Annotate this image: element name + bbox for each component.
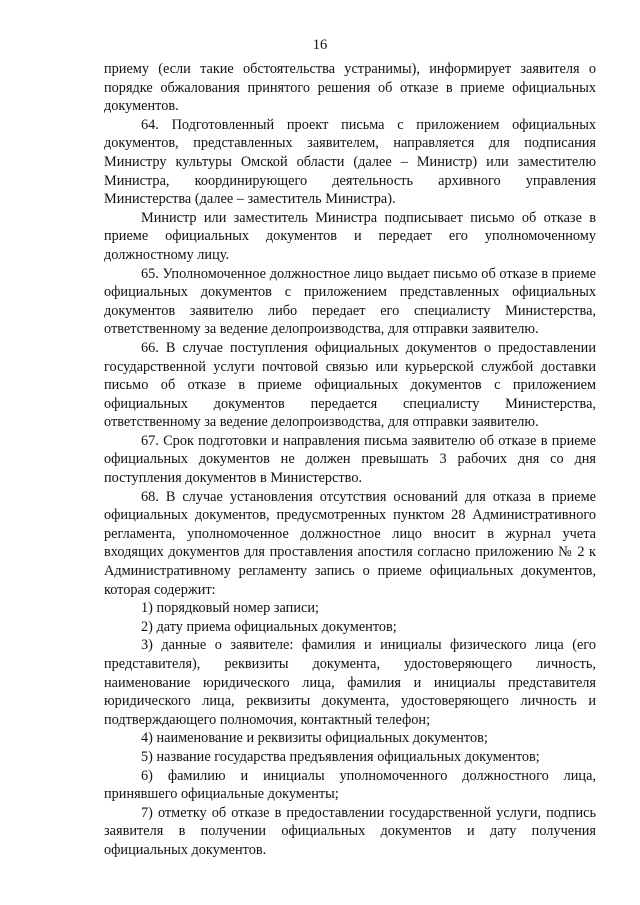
- paragraph-66: 66. В случае поступления официальных документов о предоставлении государственной услуги почтовой связью или курьерской службой доставки письмо об отказе в приеме официальных документов с приложением официальных документов передается специалисту Министерства, ответственному за ведение делопроизводства, для отправки заявителю.: [104, 339, 596, 431]
- page-number: 16: [312, 37, 328, 53]
- paragraph-65: 65. Уполномоченное должностное лицо выдает письмо об отказе в приеме официальных документов с приложением представленных официальных документов заявителю либо передает его специалисту Министерства, ответственному за ведение делопроизводства, для отправки заявителю.: [104, 265, 596, 338]
- paragraph-68: 68. В случае установления отсутствия оснований для отказа в приеме официальных документов, предусмотренных пунктом 28 Административного регламента, уполномоченное должностное лицо вносит в журнал учета входящих документов для проставления апостиля согласно приложению № 2 к Административному регламенту запись о приеме официальных документов, которая содержит:: [104, 488, 596, 598]
- list-item-1: 1) порядковый номер записи;: [141, 600, 319, 617]
- paragraph-67: 67. Срок подготовки и направления письма заявителю об отказе в приеме официальных документов не должен превышать 3 рабочих дня со дня поступления документов в Министерство.: [104, 432, 596, 487]
- list-item-3: 3) данные о заявителе: фамилия и инициалы физического лица (его представителя), реквизиты документа, удостоверяющего личность, наименование юридического лица, фамилия и инициалы представителя юридического лица, реквизиты документа, удостоверяющего личность и подтверждающего полномочия, контактный телефон;: [104, 637, 596, 728]
- list-item-7: 7) отметку об отказе в предоставлении государственной услуги, подпись заявителя в получении официальных документов и дату получения официальных документов.: [104, 804, 596, 858]
- list-item-2: 2) дату приема официальных документов;: [141, 618, 397, 635]
- paragraph-continuation: приему (если такие обстоятельства устранимы), информирует заявителя о порядке обжалования принятого решения об отказе в приеме официальных документов.: [104, 61, 596, 115]
- document-body: [104, 60, 596, 860]
- paragraph-minister-signs: Министр или заместитель Министра подписывает письмо об отказе в приеме официальных документов и передает его уполномоченному должностному лицу.: [104, 209, 596, 263]
- list-item-5: 5) название государства предъявления официальных документов;: [141, 748, 540, 765]
- list-item-6: 6) фамилию и инициалы уполномоченного должностного лица, принявшего официальные документы;: [104, 767, 596, 803]
- paragraph-64: 64. Подготовленный проект письма с приложением официальных документов, представленных заявителем, направляется для подписания Министру культуры Омской области (далее – Министр) или заместителю Министра, координирующего деятельность архивного управления Министерства (далее – заместитель Министра).: [104, 116, 596, 208]
- list-item-4: 4) наименование и реквизиты официальных документов;: [141, 730, 488, 747]
